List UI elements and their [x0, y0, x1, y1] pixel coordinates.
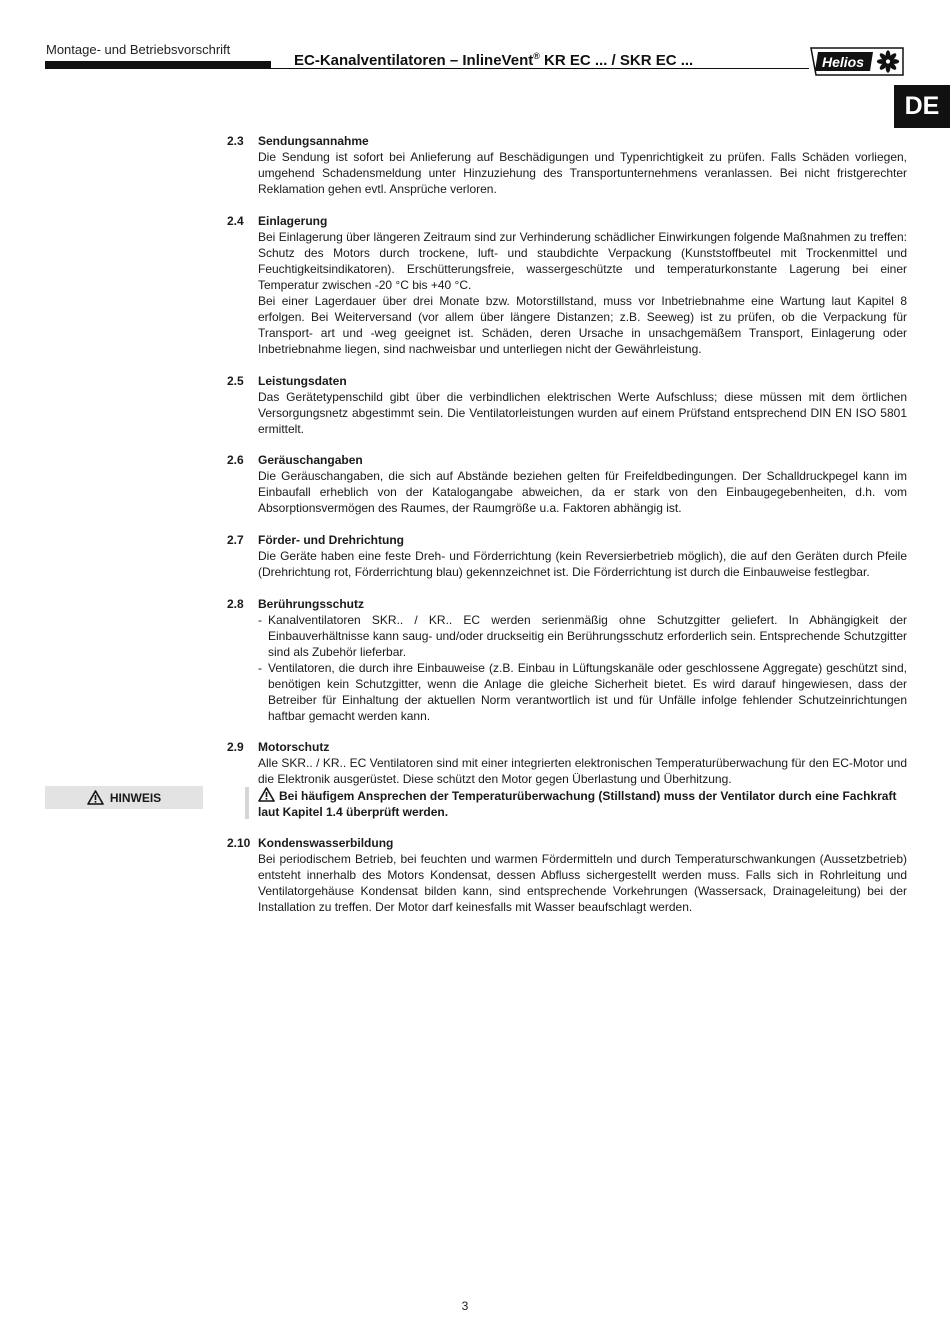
paragraph: Bei Einlagerung über längeren Zeitraum sind zur Verhinderung schädlicher Einwirkungen folgende Maßnahmen zu treffen: Schutz des Motors durch trockene, luft- und staubdichte Verpackung (Kunststoffbeutel mit Trockenmittel und Feuchtigkeitsindikatoren). Erschütterungsfreie, wassergeschützte und temperaturkonstante Lagerung bei einer Temperatur zwischen -20 °C bis +40 °C.: [258, 230, 907, 292]
section-body: [258, 389, 907, 437]
paragraph: Das Gerätetypenschild gibt über die verbindlichen elektrischen Werte Aufschluss; diese müssen mit dem örtlichen Versorgungsnetz abgestimmt sein. Die Ventilatorleistungen wurden auf einem Prüfstand entsprechend DIN EN ISO 5801 ermittelt.: [258, 390, 907, 436]
paragraph: Die Geräuschangaben, die sich auf Abstände beziehen gelten für Freifeldbedingungen. Der Schalldruckpegel kann im Einbaufall erheblich von der Katalogangabe abweichen, da er stark von den Einbaugegebenheiten, d.h. vom Absorptionsvermögen des Raumes, der Raumgröße u.a. Faktoren abhängig ist.: [258, 469, 907, 515]
section-title: Förder- und Drehrichtung: [258, 533, 404, 547]
paragraph: Die Geräte haben eine feste Dreh- und Förderrichtung (kein Reversierbetrieb möglich), die auf den Geräten durch Pfeile (Drehrichtung rot, Förderrichtung blau) gekennzeichnet ist. Die Förderrichtung ist durch die Einbauweise festlegbar.: [258, 549, 907, 579]
notice-side-bar: [245, 787, 249, 819]
section-2-7: [227, 532, 907, 580]
section-title: Sendungsannahme: [258, 134, 369, 148]
section-number: 2.6: [227, 453, 244, 467]
section-heading: [227, 532, 907, 548]
paragraph: Die Sendung ist sofort bei Anlieferung auf Beschädigungen und Typenrichtigkeit zu prüfen. Falls Schäden vorliegen, umgehend Schadensmeldung unter Hinzuziehung des Transportunternehmens veranlassen. Bei nicht fristgerechter Reklamation gehen evtl. Ansprüche verloren.: [258, 150, 907, 196]
paragraph: Alle SKR.. / KR.. EC Ventilatoren sind mit einer integrierten elektronischen Temperaturüberwachung für den EC-Motor und die Elektronik ausgerüstet. Diese schützt den Motor gegen Überlastung und Überhitzung.: [258, 756, 907, 786]
section-2-3: [227, 133, 907, 197]
section-2-8: [227, 596, 907, 724]
section-heading: [227, 739, 907, 755]
section-title: Einlagerung: [258, 214, 328, 228]
logo-wordmark: Helios: [821, 54, 865, 70]
section-number: 2.7: [227, 533, 244, 547]
paragraph: Bei einer Lagerdauer über drei Monate bzw. Motorstillstand, muss vor Inbetriebnahme eine Wartung laut Kapitel 8 erfolgen. Bei Weiterversand (vor allem über längere Distanzen; z.B. Seeweg) ist zu prüfen, ob die Verpackung für Transport- art und -weg geeignet ist. Schäden, deren Ursache in unsachgemäßem Transport, Einlagerung oder Inbetriebnahme liegen, sind nachweisbar und unterliegen nicht der Gewährleistung.: [258, 294, 907, 356]
section-number: 2.3: [227, 134, 244, 148]
notice-label: HINWEIS: [109, 790, 162, 805]
registered-mark: ®: [533, 51, 540, 61]
list-item: [258, 660, 907, 724]
page-number: 3: [461, 1299, 469, 1313]
notice-text: Bei häufigem Ansprechen der Temperaturüberwachung (Stillstand) muss der Ventilator durch eine Fachkraft laut Kapitel 1.4 überprüft werden.: [258, 789, 897, 819]
header-rule-thick: [45, 61, 271, 69]
list-dash: -: [258, 661, 262, 675]
section-2-9: [227, 739, 907, 787]
section-heading: [227, 596, 907, 612]
notice-label-box: [45, 786, 203, 809]
list-dash: -: [258, 613, 262, 627]
section-number: 2.5: [227, 374, 244, 388]
section-body: [258, 612, 907, 724]
section-body: [258, 149, 907, 197]
section-title: Kondenswasserbildung: [258, 836, 394, 850]
section-title: Motorschutz: [258, 740, 330, 754]
section-title: Berührungsschutz: [258, 597, 365, 611]
section-number: 2.10: [227, 836, 251, 850]
section-2-6: [227, 452, 907, 516]
section-body: [258, 851, 907, 915]
section-heading: [227, 373, 907, 389]
section-heading: [227, 133, 907, 149]
section-2-5: [227, 373, 907, 437]
fan-icon: [877, 50, 899, 72]
language-tab: DE: [894, 85, 950, 128]
section-number: 2.8: [227, 597, 244, 611]
title-main: EC-Kanalventilatoren – InlineVent: [294, 52, 534, 69]
section-heading: [227, 835, 907, 851]
section-2-4: [227, 213, 907, 357]
section-2-10: [227, 835, 907, 915]
section-heading: [227, 452, 907, 468]
title-rest: KR EC ... / SKR EC ...: [539, 52, 694, 69]
warning-icon: [258, 787, 275, 802]
warning-icon: [87, 790, 104, 805]
section-number: 2.4: [227, 214, 244, 228]
paragraph: Bei periodischem Betrieb, bei feuchten und warmen Fördermitteln und durch Temperaturschwankungen (Aussetzbetrieb) entsteht innerhalb des Motors Kondensat, dessen Abfluss sichergestellt werden muss. Falls sich in Rohrleitung und Ventilatorgehäuse Kondensat bilden kann, sind entsprechende Vorkehrungen (Wassersack, Drainageleitung) bei der Installation zu treffen. Der Motor darf keinesfalls mit Wasser beaufschlagt werden.: [258, 852, 907, 914]
section-title: Leistungsdaten: [258, 374, 347, 388]
section-title: Geräuschangaben: [258, 453, 363, 467]
document-type-label: Montage- und Betriebsvorschrift: [46, 42, 231, 57]
section-heading: [227, 213, 907, 229]
helios-logo: [807, 46, 905, 77]
list-item-text: Ventilatoren, die durch ihre Einbauweise (z.B. Einbau in Lüftungskanäle oder geschlossene Aggregate) geschützt sind, benötigen kein Schutzgitter, wenn die Anlage die gleiche Sicherheit bietet. Es wird darauf hingewiesen, dass der Betreiber für Einhaltung der aktuellen Norm verantwortlich ist und für Unfälle infolge fehlender Schutzeinrichtungen haftbar gemacht werden kann.: [268, 661, 907, 723]
section-body: [258, 468, 907, 516]
notice-text-block: [258, 787, 908, 820]
section-body: [258, 229, 907, 357]
section-number: 2.9: [227, 740, 244, 754]
section-body: [258, 548, 907, 580]
section-body: [258, 755, 907, 787]
list-item-text: Kanalventilatoren SKR.. / KR.. EC werden serienmäßig ohne Schutzgitter geliefert. In Abhängigkeit der Einbauverhältnisse kann saug- und/oder druckseitig ein Berührungsschutz erforderlich sein. Entsprechende Schutzgitter sind als Zubehör lieferbar.: [268, 613, 907, 659]
document-title: [294, 51, 693, 69]
list-item: [258, 612, 907, 660]
